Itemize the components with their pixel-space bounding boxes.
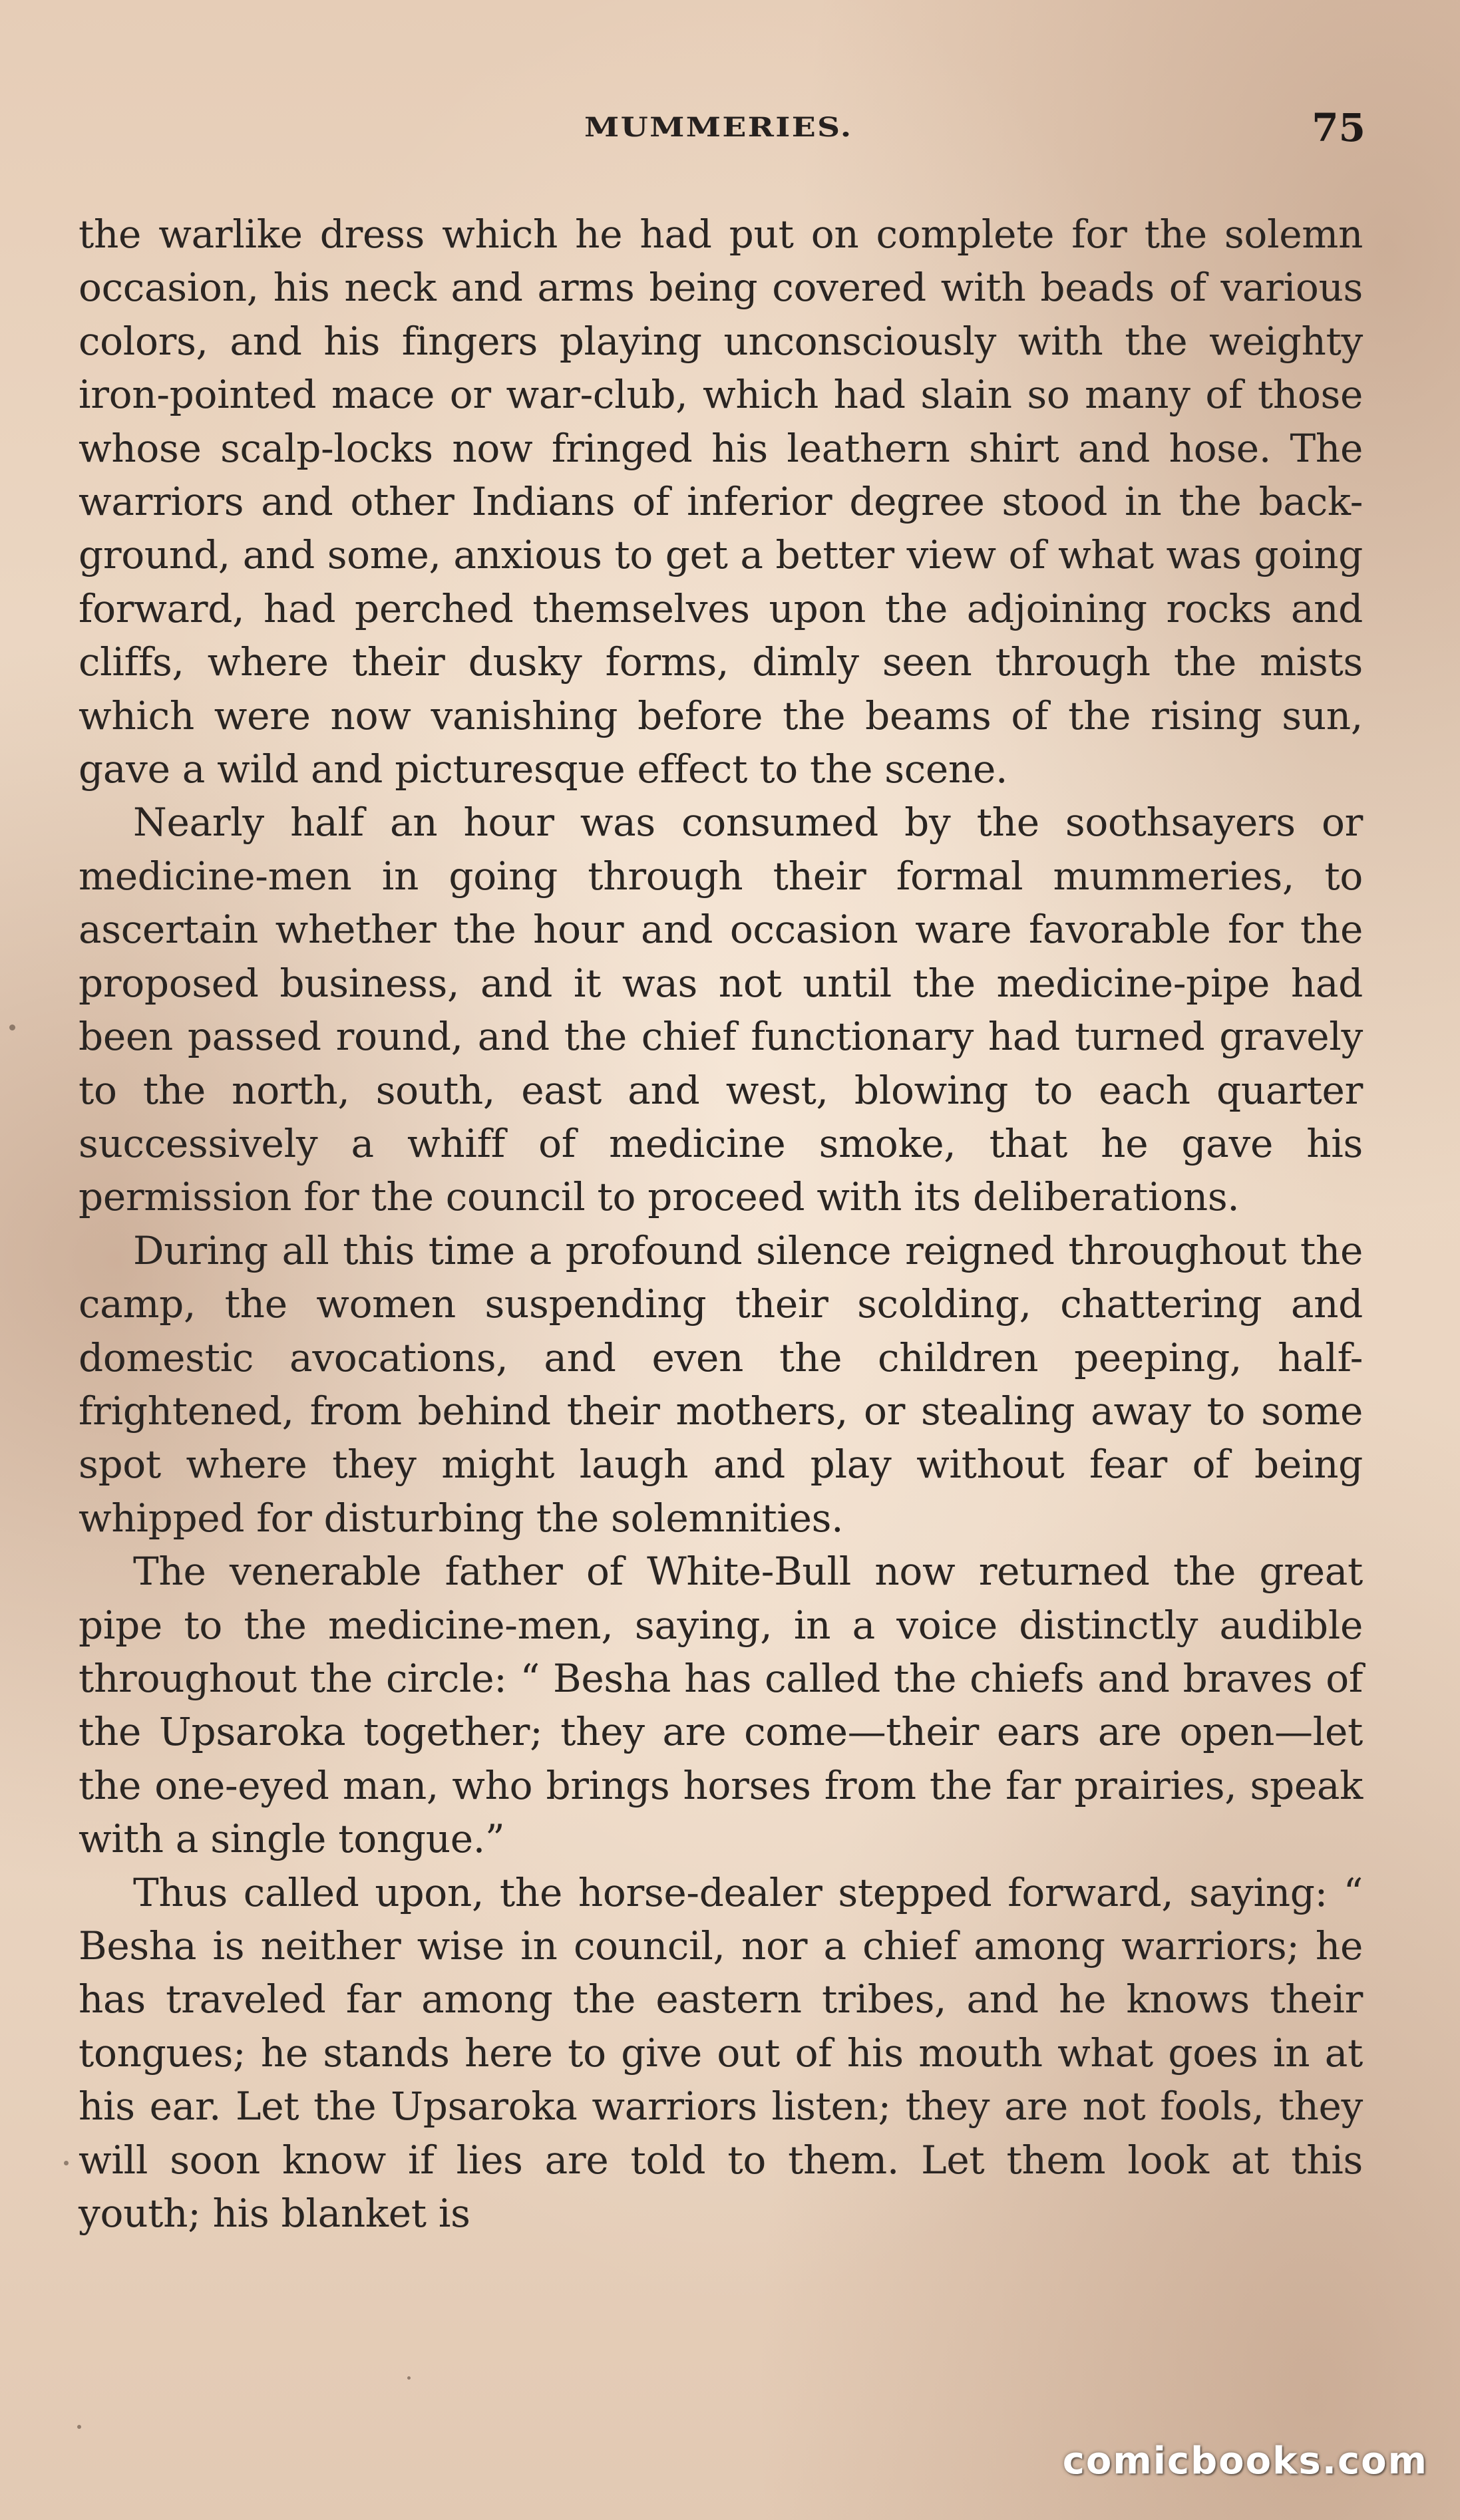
watermark: comicbooks.com (1062, 2440, 1428, 2483)
paragraph-5: Thus called upon, the horse-dealer stepped forward, saying: “ Besha is neither wise in council, nor a chief among warriors; he has traveled far among the eastern tribes, and he knows their tongues; he stands here to give out of his mouth what goes in at his ear. Let the Upsaroka warriors listen; they are not fools, they will soon know if lies are told to them. Let them look at this youth; his blanket is (79, 1869, 1363, 2237)
page-number: 75 (1312, 105, 1366, 150)
page-header (0, 100, 1460, 160)
paragraph-4: The venerable father of White-Bull now returned the great pipe to the medicine-men, saying, in a voice distinctly audible throughout the circle: “ Besha has called the chiefs and braves of the Upsaroka together; they are come—their ears are open—let the one-eyed man, who brings horses from the far prairies, speak with a single tongue.” (79, 1549, 1363, 1862)
paragraph-3: During all this time a profound silence reigned throughout the camp, the women suspending their scolding, chattering and domestic avocations, and even the children peeping, half-frightened, from behind their mothers, or stealing away to some spot where they might laugh and play without fear of being whipped for disturbing the solemnities. (79, 1227, 1363, 1541)
paper-speck (9, 1024, 15, 1030)
running-head: MUMMERIES. (584, 112, 853, 143)
paper-speck (77, 2425, 81, 2429)
paper-speck (407, 2376, 411, 2380)
body-text (79, 208, 1363, 2240)
paper-speck (64, 2161, 69, 2165)
paragraph-2: Nearly half an hour was consumed by the soothsayers or medicine-men in going through their formal mummeries, to ascertain whether the hour and occasion ware favorable for the proposed business, and it was not until the medicine-pipe had been passed round, and the chief functionary had turned gravely to the north, south, east and west, blowing to each quarter successively a whiff of medicine smoke, that he gave his permission for the council to proceed with its deliberations. (79, 800, 1363, 1220)
paragraph-1: the warlike dress which he had put on complete for the solemn occasion, his neck and arms being covered with beads of various colors, and his fingers playing unconsciously with the weighty iron-pointed mace or war-club, which had slain so many of those whose scalp-locks now fringed his leathern shirt and hose. The warriors and other Indians of inferior degree stood in the back-ground, and some, anxious to get a better view of what was going forward, had perched themselves upon the adjoining rocks and cliffs, where their dusky forms, dimly seen through the mists which were now vanishing before the beams of the rising sun, gave a wild and picturesque effect to the scene. (79, 212, 1363, 792)
